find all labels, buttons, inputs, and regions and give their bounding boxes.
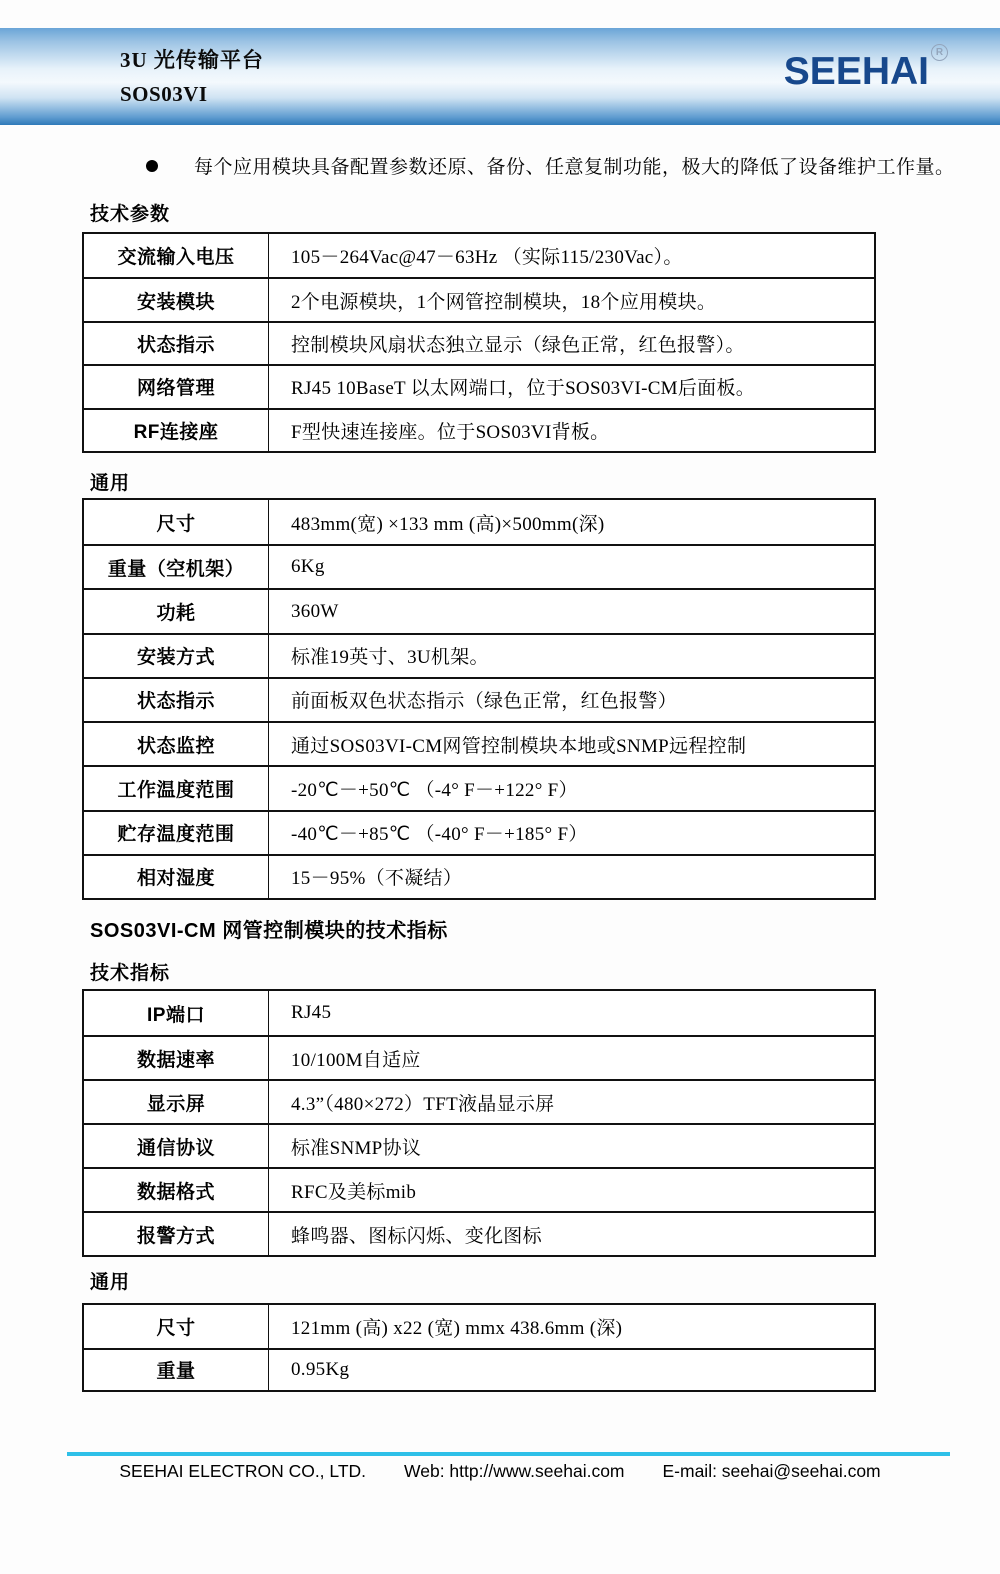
spec-row	[84, 1348, 874, 1391]
footer-email: E-mail: seehai@seehai.com	[662, 1461, 881, 1481]
spec-value: 15－95%（不凝结）	[291, 868, 463, 890]
spec-row	[84, 321, 874, 364]
spec-label: 安装方式	[84, 635, 269, 677]
spec-row	[84, 721, 874, 765]
logo-wordmark: SEEHAI	[783, 50, 929, 93]
spec-value: RFC及美标mib	[291, 1181, 417, 1203]
spec-value: 121mm (高) x22 (宽) mmx 438.6mm (深)	[291, 1317, 623, 1339]
tech-params-table	[82, 232, 876, 453]
spec-value: 通过SOS03VI-CM网管控制模块本地或SNMP远程控制	[291, 735, 747, 757]
spec-label: 功耗	[84, 590, 269, 632]
registered-trademark-icon: R	[931, 44, 948, 61]
spec-row	[84, 1123, 874, 1167]
header-band	[0, 28, 1000, 125]
section-heading-tech-params: 技术参数	[90, 204, 171, 225]
spec-row	[84, 854, 874, 898]
company-logo	[783, 47, 948, 93]
spec-label: 尺寸	[84, 1305, 269, 1348]
general-cm-table	[82, 1303, 876, 1392]
spec-row	[84, 277, 874, 320]
spec-label: 通信协议	[84, 1125, 269, 1167]
spec-value: 4.3”（480×272）TFT液晶显示屏	[291, 1093, 555, 1115]
model-number: SOS03VI	[120, 82, 208, 106]
spec-label: 尺寸	[84, 500, 269, 544]
spec-value: 控制模块风扇状态独立显示（绿色正常，红色报警）。	[291, 334, 745, 356]
spec-value: RJ45 10BaseT 以太网端口，位于SOS03VI-CM后面板。	[291, 378, 756, 400]
tech-specs-table	[82, 989, 876, 1257]
spec-row	[84, 810, 874, 854]
spec-label: 报警方式	[84, 1213, 269, 1255]
spec-value: 483mm(宽) ×133 mm (高)×500mm(深)	[291, 513, 605, 535]
spec-value: 10/100M自适应	[291, 1049, 421, 1071]
header-titles	[120, 44, 264, 107]
spec-label: 交流输入电压	[84, 234, 269, 277]
spec-label: 数据格式	[84, 1169, 269, 1211]
spec-value: 蜂鸣器、图标闪烁、变化图标	[291, 1225, 542, 1247]
spec-value: 360W	[291, 600, 339, 622]
spec-row	[84, 1035, 874, 1079]
spec-value: RJ45	[291, 1002, 332, 1023]
spec-value: 6Kg	[291, 556, 325, 578]
spec-label: IP端口	[84, 991, 269, 1035]
spec-row	[84, 677, 874, 721]
product-line-title: 3U 光传输平台	[120, 48, 264, 72]
footer-divider-line	[67, 1452, 950, 1456]
spec-label: 重量	[84, 1350, 269, 1391]
feature-bullet-row	[146, 152, 955, 179]
spec-label: 状态指示	[84, 323, 269, 364]
footer-company-name: SEEHAI ELECTRON CO., LTD.	[119, 1461, 367, 1481]
general-platform-table	[82, 498, 876, 900]
spec-row	[84, 991, 874, 1035]
spec-label: 工作温度范围	[84, 767, 269, 809]
spec-value: 2个电源模块，1个网管控制模块，18个应用模块。	[291, 291, 717, 313]
spec-value: -20℃－+50℃ （-4° F－+122° F）	[291, 779, 578, 801]
spec-value: 标准19英寸、3U机架。	[291, 647, 489, 669]
spec-label: 数据速率	[84, 1037, 269, 1079]
spec-label: 显示屏	[84, 1081, 269, 1123]
spec-value: -40℃－+85℃ （-40° F－+185° F）	[291, 824, 588, 846]
section-heading-general-2: 通用	[90, 1272, 131, 1293]
section-heading-tech-specs: 技术指标	[90, 963, 171, 984]
section-heading-general-1: 通用	[90, 473, 131, 494]
footer	[0, 1461, 1000, 1482]
spec-row	[84, 234, 874, 277]
spec-row	[84, 765, 874, 809]
spec-row	[84, 1211, 874, 1255]
spec-label: RF连接座	[84, 410, 269, 451]
spec-label: 状态监控	[84, 723, 269, 765]
spec-label: 重量（空机架）	[84, 546, 269, 588]
spec-value: 标准SNMP协议	[291, 1137, 422, 1159]
spec-value: 前面板双色状态指示（绿色正常，红色报警）	[291, 691, 678, 713]
spec-row	[84, 500, 874, 544]
spec-value: 0.95Kg	[291, 1358, 350, 1380]
spec-row	[84, 408, 874, 451]
spec-row	[84, 364, 874, 407]
spec-label: 贮存温度范围	[84, 812, 269, 854]
spec-value: F型快速连接座。位于SOS03VI背板。	[291, 421, 610, 443]
feature-bullet-text: 每个应用模块具备配置参数还原、备份、任意复制功能，极大的降低了设备维护工作量。	[194, 157, 955, 178]
spec-row	[84, 1079, 874, 1123]
spec-label: 相对湿度	[84, 856, 269, 898]
spec-label: 状态指示	[84, 679, 269, 721]
cm-module-section-title: SOS03VI-CM 网管控制模块的技术指标	[90, 920, 448, 942]
spec-label: 安装模块	[84, 279, 269, 320]
bullet-icon	[146, 160, 158, 172]
spec-row	[84, 1167, 874, 1211]
spec-label: 网络管理	[84, 366, 269, 407]
spec-row	[84, 588, 874, 632]
footer-website: Web: http://www.seehai.com	[404, 1461, 625, 1481]
spec-row	[84, 633, 874, 677]
spec-row	[84, 544, 874, 588]
spec-value: 105－264Vac@47－63Hz （实际115/230Vac）。	[291, 247, 683, 269]
spec-row	[84, 1305, 874, 1348]
